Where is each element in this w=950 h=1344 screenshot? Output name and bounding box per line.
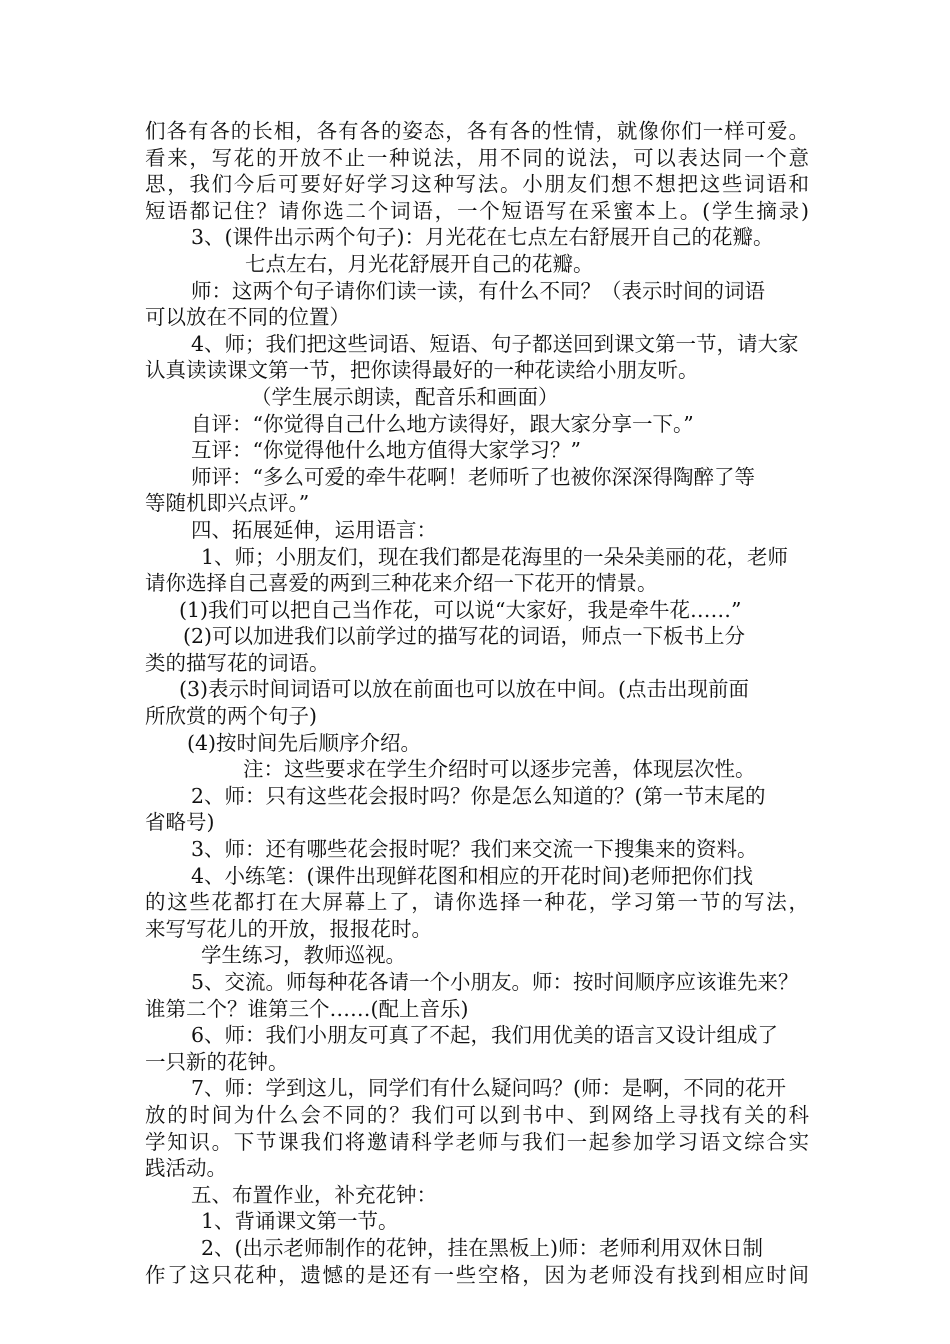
text-line: 1、背诵课文第一节。 [201,1209,399,1234]
text-line: 谁第二个？谁第三个……(配上音乐) [145,996,469,1021]
text-line: （学生展示朗读，配音乐和画面） [251,384,559,409]
text-line: 作了这只花种，遗憾的是还有一些空格，因为老师没有找到相应时间 [145,1262,809,1287]
text-line: 6、师：我们小朋友可真了不起，我们用优美的语言又设计组成了 [191,1023,779,1048]
text-line: 等随机即兴点评。” [145,491,310,516]
text-line: 4、小练笔：(课件出现鲜花图和相应的开花时间)老师把你们找 [191,863,754,888]
text-line: (3)表示时间词语可以放在前面也可以放在中间。(点击出现前面 [179,677,750,702]
text-line: 所欣赏的两个句子) [145,704,317,729]
text-line: 放的时间为什么会不同的？我们可以到书中、到网络上寻找有关的科 [145,1102,809,1127]
text-line: 2、师：只有这些花会报时吗？你是怎么知道的？(第一节末尾的 [191,783,766,808]
text-line: 七点左右，月光花舒展开自己的花瓣。 [245,251,594,276]
text-line: 5、交流。师每种花各请一个小朋友。师：按时间顺序应该谁先来？ [191,970,799,994]
text-line: 3、(课件出示两个句子)：月光花在七点左右舒展开自己的花瓣。 [191,225,774,250]
text-line: 一只新的花钟。 [145,1049,289,1074]
section-heading: 五、布置作业，补充花钟： [191,1182,437,1207]
section-heading: 四、拓展延伸，运用语言： [191,517,437,542]
text-line: 2、(出示老师制作的花钟，挂在黑板上)师：老师利用双休日制 [201,1235,764,1260]
text-line: 认真读读课文第一节，把你读得最好的一种花读给小朋友听。 [145,358,699,383]
lesson-plan-text [145,118,809,1288]
text-line: 注：这些要求在学生介绍时可以逐步完善，体现层次性。 [243,757,756,782]
text-line: (4)按时间先后顺序介绍。 [187,730,422,755]
text-line: 自评：“你觉得自己什么地方读得好，跟大家分享一下。” [191,411,694,436]
text-line: 短语都记住？请你选二个词语，一个短语写在采蜜本上。(学生摘录) [145,198,809,223]
text-line: 3、师：还有哪些花会报时呢？我们来交流一下搜集来的资料。 [191,837,758,862]
text-line: 践活动。 [145,1156,227,1181]
text-line: (1)我们可以把自己当作花，可以说“大家好，我是牵牛花……” [179,597,742,622]
text-line: 7、师：学到这儿，同学们有什么疑问吗？(师：是啊，不同的花开 [191,1076,787,1101]
text-line: 看来，写花的开放不止一种说法，用不同的说法，可以表达同一个意 [145,145,809,170]
text-line: 1、师；小朋友们，现在我们都是花海里的一朵朵美丽的花，老师 [201,544,789,569]
text-line: 学生练习，教师巡视。 [201,943,406,968]
text-line: 的这些花都打在大屏幕上了，请你选择一种花，学习第一节的写法， [145,890,809,915]
text-line: 4、师；我们把这些词语、短语、句子都送回到课文第一节，请大家 [191,331,799,356]
text-line: 思，我们今后可要好好学习这种写法。小朋友们想不想把这些词语和 [145,172,809,197]
text-line: 师评：“多么可爱的牵牛花啊！老师听了也被你深深得陶醉了等 [191,464,755,489]
text-line: (2)可以加进我们以前学过的描写花的词语，师点一下板书上分 [183,624,746,649]
text-line: 们各有各的长相，各有各的姿态，各有各的性情，就像你们一样可爱。 [145,119,809,143]
text-line: 学知识。下节课我们将邀请科学老师与我们一起参加学习语文综合实 [145,1129,809,1154]
text-line: 类的描写花的词语。 [145,650,330,675]
text-line: 互评：“你觉得他什么地方值得大家学习？” [191,438,581,463]
text-line: 省略号) [145,810,215,835]
text-line: 请你选择自己喜爱的两到三种花来介绍一下花开的情景。 [145,571,658,596]
text-line: 可以放在不同的位置） [145,305,350,330]
text-line: 师：这两个句子请你们读一读，有什么不同？（表示时间的词语 [191,278,765,303]
text-line: 来写写花儿的开放，报报花时。 [145,916,432,941]
